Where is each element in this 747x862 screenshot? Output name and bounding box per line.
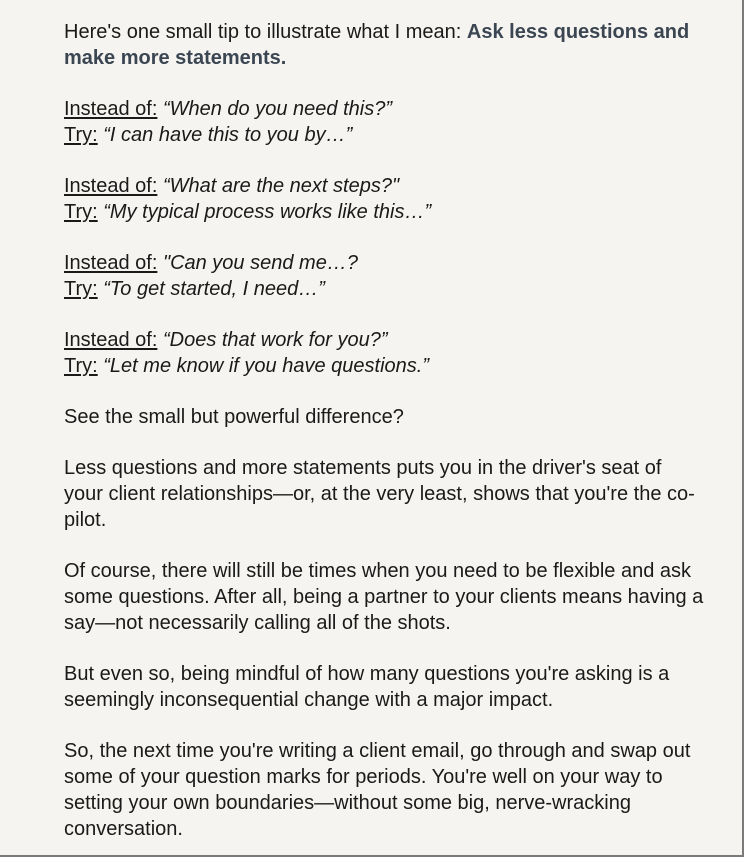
instead-text: “What are the next steps?" [157, 175, 400, 197]
paragraph-difference: See the small but powerful difference? [64, 406, 404, 428]
email-body [64, 19, 704, 862]
instead-text: “Does that work for you?” [157, 329, 388, 351]
instead-label: Instead of: [64, 252, 158, 274]
intro-paragraph [64, 19, 704, 71]
try-label: Try: [64, 201, 98, 223]
try-text: “To get started, I need…” [97, 278, 325, 300]
try-text: “Let me know if you have questions.” [97, 355, 429, 377]
try-label: Try: [64, 278, 98, 300]
instead-text: “When do you need this?” [157, 98, 392, 120]
paragraph-drivers-seat: Less questions and more statements puts you in the driver's seat of your client relationships—or, at the very least, shows that you're the co-pilot. [64, 457, 695, 531]
paragraph-next-time: So, the next time you're writing a client email, go through and swap out some of your question marks for periods. You're well on your way to setting your own boundaries—without some big, nerve-wracking conversation. [64, 740, 691, 840]
instead-label: Instead of: [64, 329, 158, 351]
try-text: “I can have this to you by…” [97, 124, 353, 146]
example-pair-4 [64, 327, 704, 379]
example-pair-3 [64, 250, 704, 302]
paragraph-flexible: Of course, there will still be times when you need to be flexible and ask some questions. After all, being a partner to your clients means having a say—not necessarily calling all of the shots. [64, 560, 704, 634]
instead-label: Instead of: [64, 98, 158, 120]
intro-lead: Here's one small tip to illustrate what I mean: [64, 21, 467, 43]
try-label: Try: [64, 355, 98, 377]
try-label: Try: [64, 124, 98, 146]
example-pair-2 [64, 173, 704, 225]
try-text: “My typical process works like this…” [97, 201, 432, 223]
paragraph-mindful: But even so, being mindful of how many questions you're asking is a seemingly inconsequential change with a major impact. [64, 663, 670, 711]
instead-text: "Can you send me…? [157, 252, 358, 274]
instead-label: Instead of: [64, 175, 158, 197]
intro-emphasis: Ask less questions and make more statements. [64, 21, 690, 69]
example-pair-1 [64, 96, 704, 148]
